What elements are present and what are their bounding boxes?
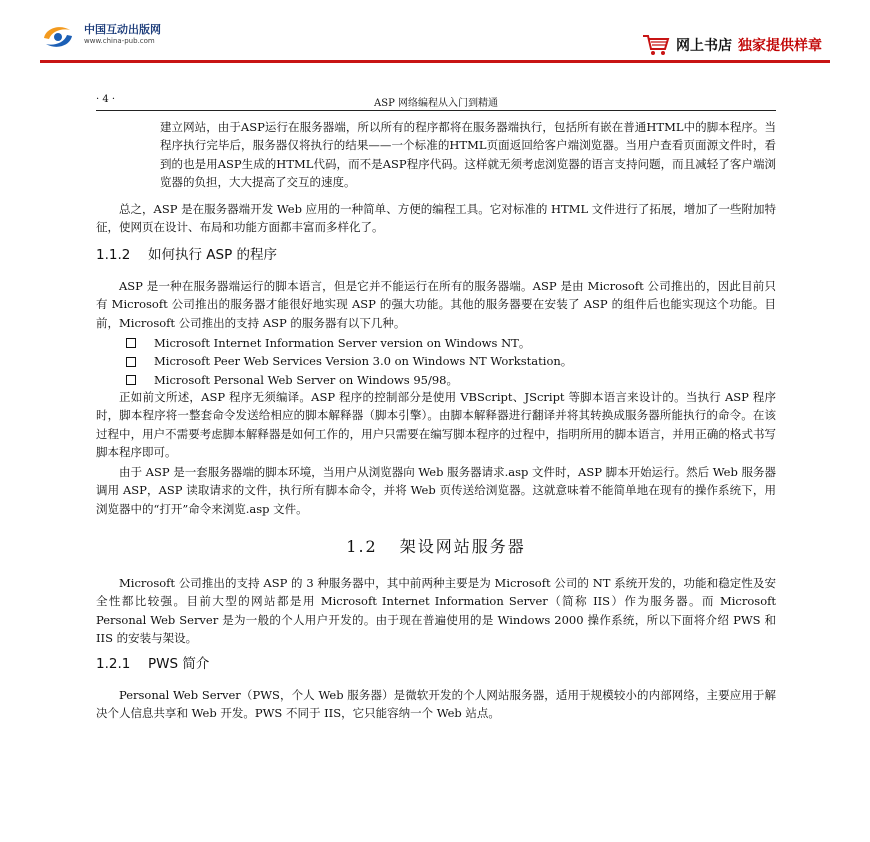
paragraph-2: 总之，ASP 是在服务器端开发 Web 应用的一种简单、方便的编程工具。它对标准的 HTML 文件进行了拓展，增加了一些附加特征，使网页在设计、布局和功能方面都丰富而多样化了。 xyxy=(96,202,776,235)
list-item: Microsoft Internet Information Server version on Windows NT。 xyxy=(126,334,776,352)
checkbox-bullet-icon xyxy=(126,357,136,367)
publisher-header xyxy=(0,0,870,62)
shopping-cart-icon xyxy=(642,34,670,56)
server-list xyxy=(126,334,776,389)
list-item: Microsoft Personal Web Server on Windows 95/98。 xyxy=(126,371,776,389)
running-head-rule xyxy=(96,110,776,111)
paragraph-1: 建立网站，由于ASP运行在服务器端，所以所有的程序都将在服务器端执行，包括所有嵌在普通HTML中的脚本程序。当程序执行完毕后，服务器仅将执行的结果——一个标准的HTML页面返回给客户端浏览器。当用户查看页面源文件时，看到的也是用ASP生成的HTML代码，而不是ASP程序代码。这样就无须考虑浏览器的语言支持问题，而且减轻了客户端浏览器的负担，大大提高了交互的速度。 xyxy=(160,120,776,190)
paragraph-4: 正如前文所述，ASP 程序无须编译。ASP 程序的控制部分是使用 VBScript、JScript 等脚本语言来设计的。当执行 ASP 程序时，脚本程序将一整套命令发送给相应的脚本解释器（脚本引擎）。由脚本解释器进行翻译并将其转换成服务器所能执行的命令。在该过程中，用户不需要考虑脚本解释器是如何工作的，用户只需要在编写脚本程序的过程中，指明所用的脚本语言，并用正确的格式书写脚本程序即可。 xyxy=(96,390,776,460)
paragraph-3: ASP 是一种在服务器端运行的脚本语言，但是它并不能运行在所有的服务器端。ASP 是由 Microsoft 公司推出的，因此目前只有 Microsoft 公司推出的服务器才能很好地实现 ASP 的强大功能。其他的服务器要在安装了 ASP 的组件后也能实现这个功能。目前，Microsoft 公司推出的支持 ASP 的服务器有以下几种。 xyxy=(96,279,776,330)
section-heading-1-2 xyxy=(96,534,776,557)
paragraph-6: Microsoft 公司推出的支持 ASP 的 3 种服务器中，其中前两种主要是为 Microsoft 公司的 NT 系统开发的，功能和稳定性及安全性都比较强。目前大型的网站都是用 Microsoft Internet Information Server（简称 IIS）作为服务器。而 Microsoft Personal Web Server 是为一般的个人用户开发的。由于现在普遍使用的是 Windows 2000 操作系统，所以下面将介绍 PWS 和 IIS 的安装与架设。 xyxy=(96,576,776,646)
header-rule xyxy=(40,60,830,63)
book-title: ASP 网络编程从入门到精通 xyxy=(374,98,498,109)
section-number: 1.1.2 xyxy=(96,247,131,263)
checkbox-bullet-icon xyxy=(126,375,136,385)
running-head xyxy=(96,94,776,108)
page-number: · 4 · xyxy=(96,94,116,105)
section-title: PWS 简介 xyxy=(148,656,210,672)
china-pub-logo-icon xyxy=(40,22,76,52)
logo-name: 中国互动出版网 xyxy=(84,23,161,36)
logo-text xyxy=(84,24,161,45)
paragraph-7: Personal Web Server（PWS，个人 Web 服务器）是微软开发的个人网站服务器，适用于规模较小的内部网络，主要应用于解决个人信息共享和 Web 开发。PWS 不同于 IIS，它只能容纳一个 Web 站点。 xyxy=(96,688,776,721)
online-bookstore-banner xyxy=(642,32,822,58)
shop-name: 网上书店 xyxy=(676,38,732,54)
section-title: 如何执行 ASP 的程序 xyxy=(148,247,278,263)
paragraph-5: 由于 ASP 是一套服务器端的脚本环境，当用户从浏览器向 Web 服务器请求.asp 文件时，ASP 脚本开始运行。然后 Web 服务器调用 ASP，ASP 读取请求的文件，执行所有脚本命令，并将 Web 页传送给浏览器。这就意味着不能简单地在现有的操作系统下，用浏览器中的“打开”命令来浏览.asp 文件。 xyxy=(96,465,776,516)
section-heading-1-2-1 xyxy=(96,652,209,672)
section-heading-1-1-2 xyxy=(96,243,277,263)
logo-url: www.china-pub.com xyxy=(84,37,155,45)
list-item: Microsoft Peer Web Services Version 3.0 on Windows NT Workstation。 xyxy=(126,352,776,370)
section-title: 架设网站服务器 xyxy=(399,537,526,556)
shop-slogan: 独家提供样章 xyxy=(738,38,822,54)
section-number: 1.2 xyxy=(346,537,378,556)
section-number: 1.2.1 xyxy=(96,656,131,672)
checkbox-bullet-icon xyxy=(126,338,136,348)
